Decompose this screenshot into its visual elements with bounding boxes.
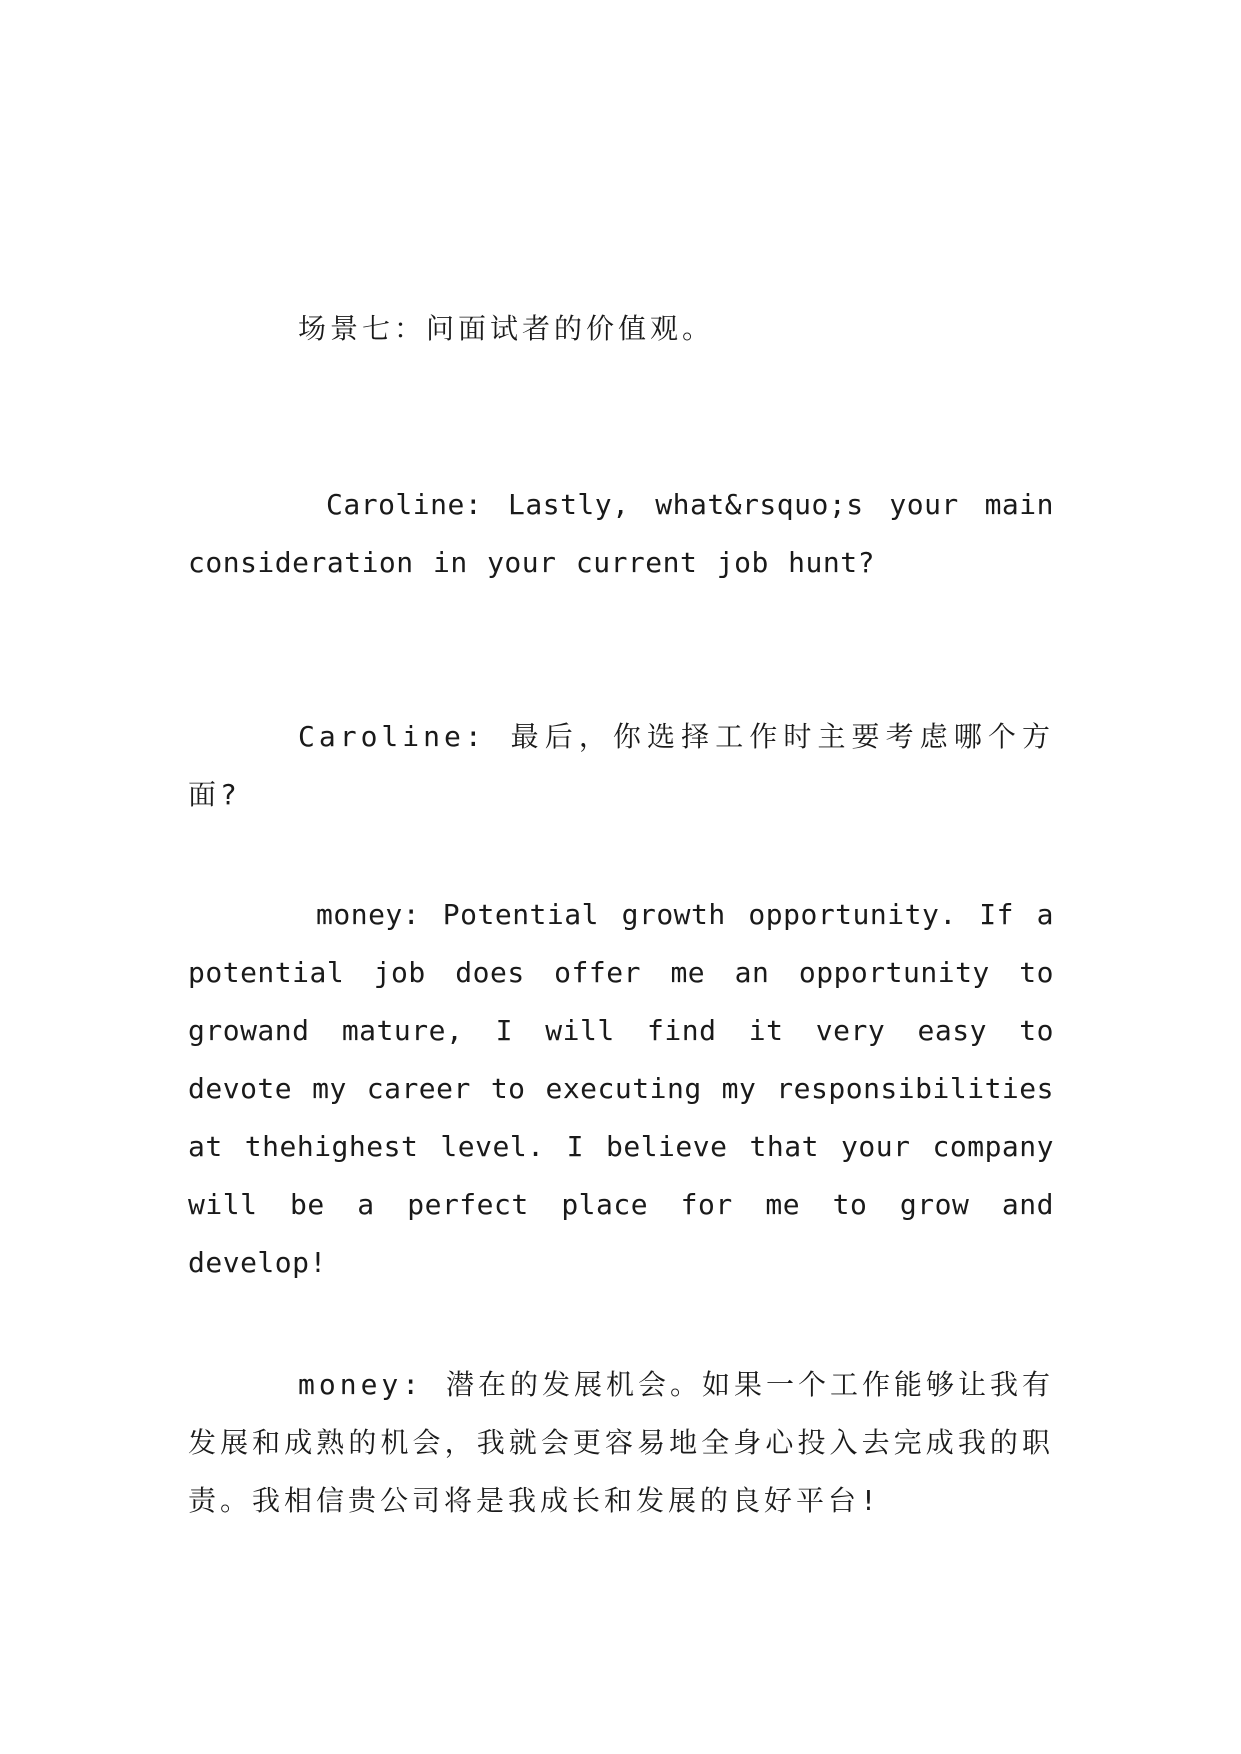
money-answer-english: money: Potential growth opportunity. If a potential job does offer me an opportunity to growand mature, I will find it very easy to devote my career to executing my responsibilities at thehighest level. I believe that your company will be a perfect place for me to grow and develop!	[188, 898, 1054, 1279]
caroline-question-chinese: Caroline: 最后，你选择工作时主要考虑哪个方面?	[188, 720, 1054, 811]
money-answer-chinese: money: 潜在的发展机会。如果一个工作能够让我有发展和成熟的机会，我就会更容易地全身心投入去完成我的职责。我相信贵公司将是我成长和发展的良好平台!	[188, 1368, 1055, 1517]
scene-heading: 场景七：问面试者的价值观。	[298, 312, 715, 345]
caroline-question-english: Caroline: Lastly, what&rsquo;s your main consideration in your current job hunt?	[188, 488, 1054, 579]
